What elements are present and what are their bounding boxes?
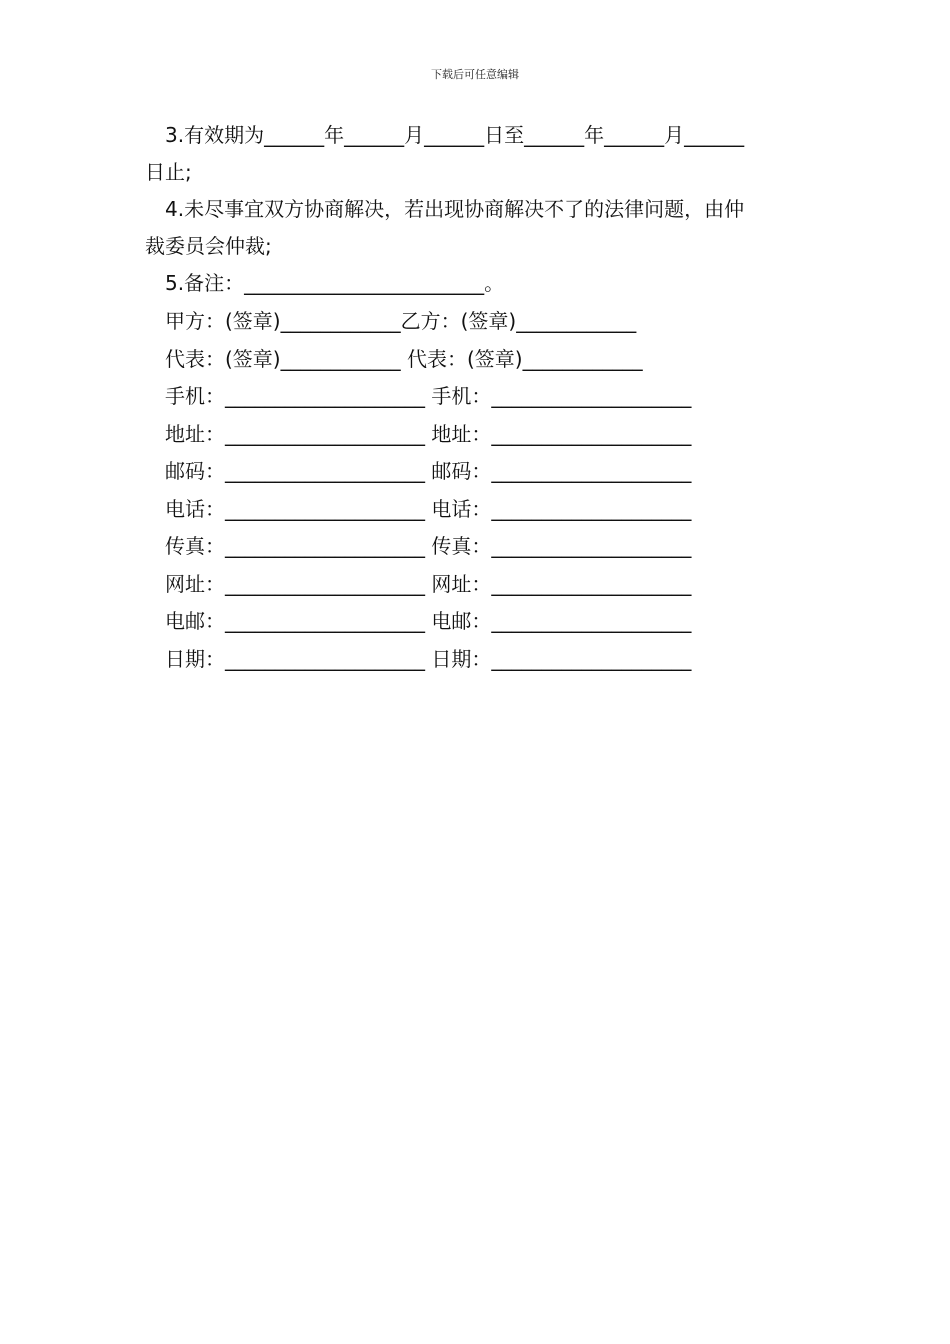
contract-body (145, 117, 810, 302)
representative-signature-row: 代表：(签章)____________ 代表：(签章)____________ (165, 346, 643, 371)
field-row-date: 日期：____________________ 日期：____________________ (165, 646, 692, 671)
field-row-postcode: 邮码：____________________ 邮码：____________________ (165, 459, 692, 483)
field-row-website: 网址：____________________ 网址：____________________ (165, 571, 692, 596)
field-row-telephone: 电话：____________________ 电话：____________________ (165, 496, 692, 521)
field-row-email: 电邮：____________________ 电邮：____________________ (165, 609, 692, 633)
signature-block (145, 303, 810, 678)
field-row-fax: 传真：____________________ 传真：____________________ (165, 534, 692, 558)
clause-4-line-1: 4.未尽事宜双方协商解决，若出现协商解决不了的法律问题，由仲 (165, 197, 745, 221)
clause-3-line-2: 日止; (145, 160, 192, 184)
clause-3-line-1: 3.有效期为______年______月______日至______年______月______ (165, 123, 745, 147)
page-header: 下载后可任意编辑 (431, 68, 519, 81)
party-signature-row: 甲方：(签章)____________乙方：(签章)____________ (165, 309, 637, 333)
field-row-phone: 手机：____________________ 手机：____________________ (165, 384, 692, 408)
clause-5-remarks: 5.备注：________________________。 (165, 271, 505, 295)
field-row-address: 地址：____________________ 地址：____________________ (165, 421, 692, 446)
clause-4-line-2: 裁委员会仲裁; (145, 234, 272, 258)
